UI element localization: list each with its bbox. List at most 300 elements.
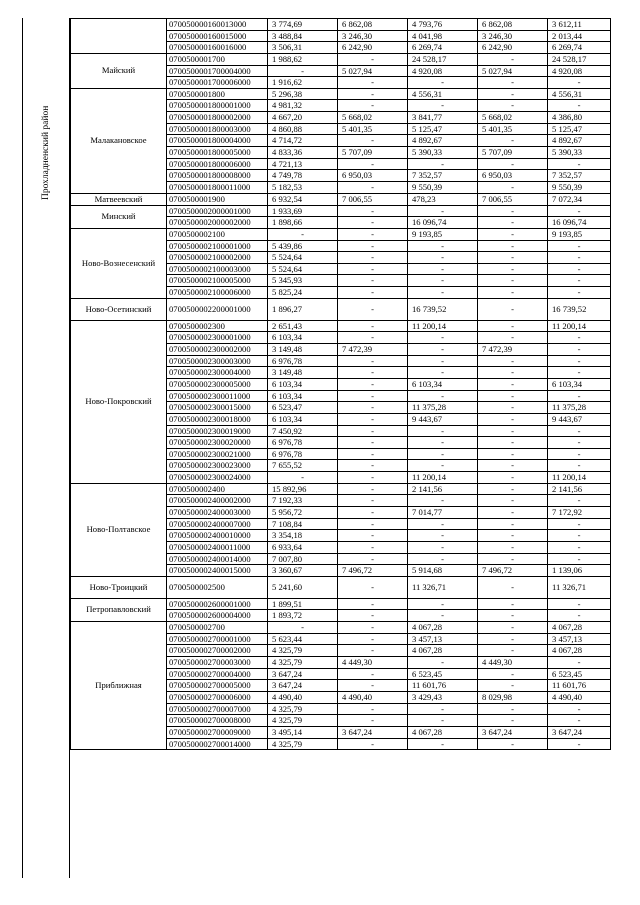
value-cell-4: -	[478, 518, 548, 530]
value-cell-4: -	[478, 77, 548, 89]
object-code: 0700500001700	[167, 53, 268, 65]
value-cell-2: -	[338, 252, 408, 264]
object-code: 0700500001800005000	[167, 147, 268, 159]
value-cell-5: -	[548, 610, 611, 622]
value-cell-3: 7 014,77	[408, 506, 478, 518]
value-cell-4: -	[478, 622, 548, 634]
object-code: 0700500002300004000	[167, 367, 268, 379]
value-cell-4: -	[478, 367, 548, 379]
value-cell-5: -	[548, 344, 611, 356]
value-cell-4: 5 668,02	[478, 112, 548, 124]
object-code: 0700500001800011000	[167, 181, 268, 193]
value-cell-5: 7 352,57	[548, 170, 611, 182]
value-cell-2: -	[338, 205, 408, 217]
object-code: 0700500002700004000	[167, 668, 268, 680]
value-cell-5: 4 490,40	[548, 691, 611, 703]
object-code: 0700500001800006000	[167, 158, 268, 170]
value-cell-1: 7 192,33	[268, 495, 338, 507]
value-cell-1: 3 149,48	[268, 367, 338, 379]
value-cell-4: 5 401,35	[478, 123, 548, 135]
value-cell-1: 4 490,40	[268, 691, 338, 703]
value-cell-2: -	[338, 598, 408, 610]
object-code: 0700500002400014000	[167, 553, 268, 565]
value-cell-3: -	[408, 367, 478, 379]
value-cell-1: 4 860,88	[268, 123, 338, 135]
object-code: 0700500002400	[167, 483, 268, 495]
object-code: 0700500002300019000	[167, 425, 268, 437]
value-cell-3: 4 067,28	[408, 645, 478, 657]
value-cell-5: -	[548, 530, 611, 542]
value-cell-3: 11 200,14	[408, 472, 478, 484]
object-code: 0700500002600001000	[167, 598, 268, 610]
value-cell-2: -	[338, 228, 408, 240]
value-cell-3: 9 193,85	[408, 228, 478, 240]
value-cell-2: -	[338, 703, 408, 715]
value-cell-5: -	[548, 541, 611, 553]
value-cell-2: -	[338, 367, 408, 379]
value-cell-5: 5 390,33	[548, 147, 611, 159]
value-cell-1: 6 523,47	[268, 402, 338, 414]
value-cell-4: -	[478, 738, 548, 750]
object-code: 0700500002100003000	[167, 263, 268, 275]
value-cell-2: -	[338, 483, 408, 495]
value-cell-3: -	[408, 610, 478, 622]
value-cell-4: -	[478, 610, 548, 622]
value-cell-5: 4 067,28	[548, 645, 611, 657]
value-cell-1: 3 495,14	[268, 726, 338, 738]
value-cell-2: -	[338, 413, 408, 425]
object-code: 0700500001900	[167, 193, 268, 205]
value-cell-3: 4 067,28	[408, 622, 478, 634]
object-code: 0700500002300023000	[167, 460, 268, 472]
value-cell-2: -	[338, 448, 408, 460]
value-cell-5: -	[548, 263, 611, 275]
value-cell-3: -	[408, 205, 478, 217]
value-cell-3: -	[408, 344, 478, 356]
value-cell-5: 11 375,28	[548, 402, 611, 414]
value-cell-4: -	[478, 472, 548, 484]
table-row	[71, 598, 611, 610]
object-code: 0700500002400015000	[167, 565, 268, 577]
value-cell-5: -	[548, 158, 611, 170]
value-cell-4: -	[478, 402, 548, 414]
value-cell-5: 6 269,74	[548, 42, 611, 54]
object-code: 0700500002300020000	[167, 437, 268, 449]
value-cell-5: -	[548, 332, 611, 344]
value-cell-1: -	[268, 228, 338, 240]
value-cell-2: -	[338, 275, 408, 287]
value-cell-4: 7 496,72	[478, 565, 548, 577]
value-cell-2: 7 006,55	[338, 193, 408, 205]
value-cell-2: -	[338, 240, 408, 252]
value-cell-2: 3 647,24	[338, 726, 408, 738]
value-cell-5: -	[548, 657, 611, 669]
object-code: 0700500002400010000	[167, 530, 268, 542]
value-cell-5: -	[548, 460, 611, 472]
table-row	[71, 53, 611, 65]
value-cell-3: -	[408, 448, 478, 460]
value-cell-5: 4 067,28	[548, 622, 611, 634]
value-cell-3: 3 429,43	[408, 691, 478, 703]
table-row	[71, 483, 611, 495]
value-cell-4: -	[478, 460, 548, 472]
value-cell-1: -	[268, 65, 338, 77]
object-code: 0700500002400011000	[167, 541, 268, 553]
value-cell-2: -	[338, 100, 408, 112]
value-cell-2: -	[338, 88, 408, 100]
value-cell-5: 3 457,13	[548, 633, 611, 645]
value-cell-3: 4 892,67	[408, 135, 478, 147]
value-cell-2: -	[338, 263, 408, 275]
value-cell-4: -	[478, 413, 548, 425]
value-cell-5: -	[548, 598, 611, 610]
object-code: 0700500002100005000	[167, 275, 268, 287]
value-cell-4: -	[478, 355, 548, 367]
value-cell-5: 4 556,31	[548, 88, 611, 100]
value-cell-1: 4 981,32	[268, 100, 338, 112]
object-code: 0700500002400007000	[167, 518, 268, 530]
value-cell-4: -	[478, 390, 548, 402]
value-cell-3: -	[408, 263, 478, 275]
table-row	[71, 205, 611, 217]
object-code: 0700500002700002000	[167, 645, 268, 657]
value-cell-4: 5 027,94	[478, 65, 548, 77]
value-cell-2: -	[338, 576, 408, 598]
table-row	[71, 19, 611, 31]
value-cell-3: -	[408, 541, 478, 553]
value-cell-1: 4 714,72	[268, 135, 338, 147]
value-cell-2: -	[338, 158, 408, 170]
object-code: 0700500002600004000	[167, 610, 268, 622]
value-cell-2: -	[338, 506, 408, 518]
object-code: 070050000160013000	[167, 19, 268, 31]
value-cell-2: -	[338, 622, 408, 634]
value-cell-4: -	[478, 645, 548, 657]
settlement-name: Минский	[71, 205, 167, 228]
value-cell-5: 9 443,67	[548, 413, 611, 425]
value-cell-3: 6 269,74	[408, 42, 478, 54]
value-cell-2: 3 246,30	[338, 30, 408, 42]
settlement-name: Ново-Покровский	[71, 320, 167, 483]
object-code: 0700500002200001000	[167, 298, 268, 320]
value-cell-1: 5 956,72	[268, 506, 338, 518]
object-code: 0700500002100006000	[167, 287, 268, 299]
value-cell-5: -	[548, 495, 611, 507]
value-cell-5: -	[548, 287, 611, 299]
value-cell-4: 7 472,39	[478, 344, 548, 356]
value-cell-4: -	[478, 320, 548, 332]
object-code: 0700500001800004000	[167, 135, 268, 147]
value-cell-4: -	[478, 263, 548, 275]
value-cell-4: 3 246,30	[478, 30, 548, 42]
value-cell-1: 6 976,78	[268, 448, 338, 460]
value-cell-4: -	[478, 100, 548, 112]
value-cell-1: 5 439,86	[268, 240, 338, 252]
value-cell-5: 4 892,67	[548, 135, 611, 147]
value-cell-1: -	[268, 472, 338, 484]
value-cell-4: -	[478, 680, 548, 692]
value-cell-5: -	[548, 390, 611, 402]
value-cell-5: 4 920,08	[548, 65, 611, 77]
value-cell-5: -	[548, 425, 611, 437]
value-cell-2: -	[338, 298, 408, 320]
value-cell-2: -	[338, 541, 408, 553]
value-cell-5: 9 550,39	[548, 181, 611, 193]
value-cell-1: 3 354,18	[268, 530, 338, 542]
settlement-name: Ново-Троицкий	[71, 576, 167, 598]
value-cell-2: -	[338, 135, 408, 147]
object-code: 0700500002300018000	[167, 413, 268, 425]
value-cell-2: 4 449,30	[338, 657, 408, 669]
value-cell-4: -	[478, 715, 548, 727]
object-code: 0700500002700006000	[167, 691, 268, 703]
value-cell-4: -	[478, 598, 548, 610]
value-cell-2: -	[338, 287, 408, 299]
value-cell-3: -	[408, 657, 478, 669]
value-cell-5: 2 141,56	[548, 483, 611, 495]
value-cell-4: -	[478, 437, 548, 449]
value-cell-2: -	[338, 668, 408, 680]
value-cell-3: -	[408, 77, 478, 89]
value-cell-2: 6 242,90	[338, 42, 408, 54]
value-cell-1: 3 647,24	[268, 668, 338, 680]
value-cell-5: -	[548, 100, 611, 112]
value-cell-1: 3 488,84	[268, 30, 338, 42]
value-cell-4: 6 862,08	[478, 19, 548, 31]
value-cell-3: 24 528,17	[408, 53, 478, 65]
value-cell-2: -	[338, 320, 408, 332]
value-cell-1: 3 647,24	[268, 680, 338, 692]
value-cell-1: 1 899,51	[268, 598, 338, 610]
object-code: 0700500002700003000	[167, 657, 268, 669]
object-code: 0700500002700008000	[167, 715, 268, 727]
value-cell-5: -	[548, 448, 611, 460]
value-cell-3: -	[408, 425, 478, 437]
value-cell-3: 5 914,68	[408, 565, 478, 577]
object-code: 0700500002700009000	[167, 726, 268, 738]
value-cell-3: 16 739,52	[408, 298, 478, 320]
value-cell-1: -	[268, 622, 338, 634]
object-code: 070050000160015000	[167, 30, 268, 42]
value-cell-2: -	[338, 217, 408, 229]
value-cell-5: -	[548, 738, 611, 750]
value-cell-3: 6 103,34	[408, 378, 478, 390]
value-cell-3: -	[408, 355, 478, 367]
value-cell-1: 5 825,24	[268, 287, 338, 299]
settlement-name: Матвеевский	[71, 193, 167, 205]
value-cell-4: -	[478, 205, 548, 217]
value-cell-4: 6 242,90	[478, 42, 548, 54]
value-cell-3: -	[408, 332, 478, 344]
value-cell-3: -	[408, 275, 478, 287]
object-code: 070050000160016000	[167, 42, 268, 54]
value-cell-4: -	[478, 217, 548, 229]
value-cell-3: 3 841,77	[408, 112, 478, 124]
value-cell-3: -	[408, 553, 478, 565]
value-cell-2: -	[338, 77, 408, 89]
value-cell-5: 16 096,74	[548, 217, 611, 229]
value-cell-4: -	[478, 53, 548, 65]
value-cell-5: 7 172,92	[548, 506, 611, 518]
value-cell-1: 5 345,93	[268, 275, 338, 287]
object-code: 0700500002300024000	[167, 472, 268, 484]
value-cell-5: 7 072,34	[548, 193, 611, 205]
value-cell-4: 4 449,30	[478, 657, 548, 669]
value-cell-5: -	[548, 437, 611, 449]
value-cell-2: -	[338, 390, 408, 402]
settlement-name: Ново-Осетинский	[71, 298, 167, 320]
value-cell-1: 5 524,64	[268, 252, 338, 264]
value-cell-4: -	[478, 668, 548, 680]
value-cell-3: -	[408, 495, 478, 507]
value-cell-5: 3 647,24	[548, 726, 611, 738]
value-cell-4: -	[478, 506, 548, 518]
document-page: Прохладненский район 070050000160013000 3 774,69 6 862,08 4 793,76 6 862,08 3 612,11 070050000160015000 3 488,84 3 246,30 4 041,98 3 246,30 2 013,44 070050000160016000 3 506,31 6 242,90 6 269,74 6 242,90 6 269,74 Майский 0700500001700 1 988,62 - 24 528,17 - 24 528,17 0700500001700004000 - 5 027,94 4 920,08 5 027,94 4 920,08 0700500001700006000 1 916,62 - - - - Малакановское 0700500001800 5 296,38 - 4 556,31 - 4 556,31 0700500001800001000 4 981,32 - - - - 0700500001800002000 4 667,20 5 668,02 3 841,77 5 668,02 4 386,80 0700500001800003000 4 860,88 5 401,35 5 125,47 5 401,35 5 125,47 0700500001800004000 4 714,72 - 4 892,67 - 4 892,67 0700500001800005000 4 833,36 5 707,09 5 390,33 5 707,09 5 390,33 0700500001800006000 4 721,13 - - - - 0700500001800008000 4 749,78 6 950,03 7 352,57 6 950,03 7 352,57 0700500001800011000 5 182,53 - 9 550,39 - 9 550,39 Матвеевский 0700500001900 6 932,54 7 006,55 478,23 7 006,55 7 072,34 Минский 0700500002000001000 1 933,69 - - - - 0700500002000002000 1 898,66 - 16 096,74 - 16 096,74 Ново-Вознесенский 0700500002100 - - 9 193,85 - 9 193,85 0700500002100001000 5 439,86 - - - - 0700500002100002000 5 524,64 - - - - 0700500002100003000 5 524,64 - - - - 0700500002100005000 5 345,93 - - - - 0700500002100006000 5 825,24 - - - - Ново-Осетинский 0700500002200001000 1 896,27 - 16 739,52 - 16 739,52 Ново-Покровский 0700500002300 2 651,43 - 11 200,14 - 11 200,14 0700500002300001000 6 103,34 - - - - 0700500002300002000 3 149,48 7 472,39 - 7 472,39 - 0700500002300003000 6 976,78 - - - - 0700500002300004000 3 149,48 - - - - 0700500002300005000 6 103,34 - 6 103,34 - 6 103,34 0700500002300011000 6 103,34 - - - - 0700500002300015000 6 523,47 - 11 375,28 - 11 375,28 0700500002300018000 6 103,34 - 9 443,67 - 9 443,67 0700500002300019000 7 450,92 - - - - 0700500002300020000 6 976,78 - - - - 0700500002300021000 6 976,78 - - - - 0700500002300023000 7 655,52 - - - - 0700500002300024000 - - 11 200,14 - 11 200,14 Ново-Полтавское 0700500002400 15 892,96 - 2 141,56 - 2 141,56 0700500002400002000 7 192,33 - - - - 0700500002400003000 5 956,72 - 7 014,77 - 7 172,92 0700500002400007000 7 108,84 - - - - 0700500002400010000 3 354,18 - - - - 0700500002400011000 6 933,64 - - - - 0700500002400014000 7 007,80 - - - - 0700500002400015000 3 360,67 7 496,72 5 914,68 7 496,72 1 139,06 Ново-Троицкий 0700500002500 5 241,60 - 11 326,71 - 11 326,71 Петропавловский 0700500002600001000 1 899,51 - - - - 0700500002600004000 1 893,72 - - - - Приближная 0700500002700 - - 4 067,28 - 4 067,28 0700500002700001000 5 623,44 - 3 457,13 - 3 457,13 0700500002700002000 4 325,79 - 4 067,28 - 4 067,28 0700500002700003000 4 325,79 4 449,30 - 4 449,30 - 0700500002700004000 3 647,24 - 6 523,45 - 6 523,45 0700500002700005000 3 647,24 - 11 601,76 - 11 601,76 0700500002700006000 4 490,40 4 490,40 3 429,43 8 029,98 4 490,40 0700500002700007000 4 325,79 - - - - 0700500002700008000 4 325,79 - - - - 0700500002700009000 3 495,14 3 647,24 4 067,28 3 647,24 3 647,24 0700500002700014000 4 325,79 - - - -	[0, 0, 640, 905]
value-cell-5: 11 326,71	[548, 576, 611, 598]
value-cell-2: -	[338, 472, 408, 484]
value-cell-1: 2 651,43	[268, 320, 338, 332]
object-code: 0700500002300021000	[167, 448, 268, 460]
value-cell-1: 3 360,67	[268, 565, 338, 577]
object-code: 0700500002300	[167, 320, 268, 332]
value-cell-1: 6 933,64	[268, 541, 338, 553]
value-cell-2: -	[338, 553, 408, 565]
value-cell-3: -	[408, 738, 478, 750]
object-code: 0700500002000002000	[167, 217, 268, 229]
value-cell-3: -	[408, 437, 478, 449]
object-code: 0700500001800008000	[167, 170, 268, 182]
value-cell-5: -	[548, 553, 611, 565]
value-cell-1: 4 325,79	[268, 703, 338, 715]
value-cell-2: 5 027,94	[338, 65, 408, 77]
value-cell-2: -	[338, 495, 408, 507]
value-cell-2: 7 496,72	[338, 565, 408, 577]
value-cell-1: 4 325,79	[268, 738, 338, 750]
value-cell-3: 3 457,13	[408, 633, 478, 645]
value-cell-1: 7 108,84	[268, 518, 338, 530]
object-code: 0700500002700007000	[167, 703, 268, 715]
value-cell-2: -	[338, 715, 408, 727]
value-cell-1: 7 655,52	[268, 460, 338, 472]
value-cell-3: -	[408, 158, 478, 170]
object-code: 0700500002300011000	[167, 390, 268, 402]
value-cell-3: -	[408, 703, 478, 715]
value-cell-4: -	[478, 530, 548, 542]
value-cell-4: -	[478, 275, 548, 287]
value-cell-4: -	[478, 495, 548, 507]
object-code: 0700500001800001000	[167, 100, 268, 112]
value-cell-3: 11 326,71	[408, 576, 478, 598]
value-cell-5: 11 200,14	[548, 320, 611, 332]
value-cell-4: -	[478, 240, 548, 252]
value-cell-1: 5 296,38	[268, 88, 338, 100]
value-cell-5: 11 200,14	[548, 472, 611, 484]
value-cell-5: 2 013,44	[548, 30, 611, 42]
table-row	[71, 88, 611, 100]
value-cell-3: 6 523,45	[408, 668, 478, 680]
value-cell-3: 4 041,98	[408, 30, 478, 42]
object-code: 0700500002000001000	[167, 205, 268, 217]
value-cell-5: 9 193,85	[548, 228, 611, 240]
value-cell-4: -	[478, 88, 548, 100]
object-code: 0700500002400003000	[167, 506, 268, 518]
value-cell-4: 5 707,09	[478, 147, 548, 159]
value-cell-3: 4 793,76	[408, 19, 478, 31]
value-cell-3: -	[408, 390, 478, 402]
value-cell-2: 4 490,40	[338, 691, 408, 703]
value-cell-2: -	[338, 355, 408, 367]
settlement-name: Приближная	[71, 622, 167, 750]
value-cell-1: 6 103,34	[268, 378, 338, 390]
object-code: 0700500002700	[167, 622, 268, 634]
value-cell-4: -	[478, 332, 548, 344]
object-code: 0700500002100002000	[167, 252, 268, 264]
object-code: 0700500001800003000	[167, 123, 268, 135]
value-cell-3: -	[408, 518, 478, 530]
value-cell-3: 478,23	[408, 193, 478, 205]
value-cell-2: -	[338, 530, 408, 542]
value-cell-2: -	[338, 378, 408, 390]
value-cell-4: -	[478, 483, 548, 495]
value-cell-1: 4 325,79	[268, 657, 338, 669]
table-row	[71, 298, 611, 320]
value-cell-4: -	[478, 135, 548, 147]
object-code: 0700500002100	[167, 228, 268, 240]
value-cell-3: 4 920,08	[408, 65, 478, 77]
value-cell-4: -	[478, 228, 548, 240]
object-code: 0700500002100001000	[167, 240, 268, 252]
value-cell-4: 7 006,55	[478, 193, 548, 205]
value-cell-2: -	[338, 518, 408, 530]
value-cell-2: -	[338, 610, 408, 622]
object-code: 0700500002500	[167, 576, 268, 598]
value-cell-3: 5 125,47	[408, 123, 478, 135]
value-cell-2: -	[338, 680, 408, 692]
value-cell-5: -	[548, 518, 611, 530]
value-cell-1: 4 325,79	[268, 715, 338, 727]
value-cell-3: -	[408, 715, 478, 727]
value-cell-5: -	[548, 715, 611, 727]
value-cell-4: 8 029,98	[478, 691, 548, 703]
value-cell-2: -	[338, 425, 408, 437]
value-cell-4: -	[478, 448, 548, 460]
value-cell-5: -	[548, 252, 611, 264]
object-code: 0700500002300002000	[167, 344, 268, 356]
object-code: 0700500001700006000	[167, 77, 268, 89]
value-cell-1: 15 892,96	[268, 483, 338, 495]
value-cell-2: -	[338, 738, 408, 750]
value-cell-5: 3 612,11	[548, 19, 611, 31]
value-cell-2: 5 401,35	[338, 123, 408, 135]
value-cell-1: 3 149,48	[268, 344, 338, 356]
value-cell-4: -	[478, 158, 548, 170]
value-cell-4: -	[478, 287, 548, 299]
value-cell-1: 4 721,13	[268, 158, 338, 170]
value-cell-5: 24 528,17	[548, 53, 611, 65]
value-cell-4: -	[478, 378, 548, 390]
value-cell-1: 1 898,66	[268, 217, 338, 229]
value-cell-5: -	[548, 367, 611, 379]
value-cell-3: 9 550,39	[408, 181, 478, 193]
table-row	[71, 320, 611, 332]
object-code: 0700500002400002000	[167, 495, 268, 507]
value-cell-1: 6 103,34	[268, 413, 338, 425]
object-code: 0700500002700001000	[167, 633, 268, 645]
value-cell-2: -	[338, 633, 408, 645]
settlement-name: Петропавловский	[71, 598, 167, 621]
table-body	[71, 19, 611, 750]
value-cell-4: -	[478, 703, 548, 715]
